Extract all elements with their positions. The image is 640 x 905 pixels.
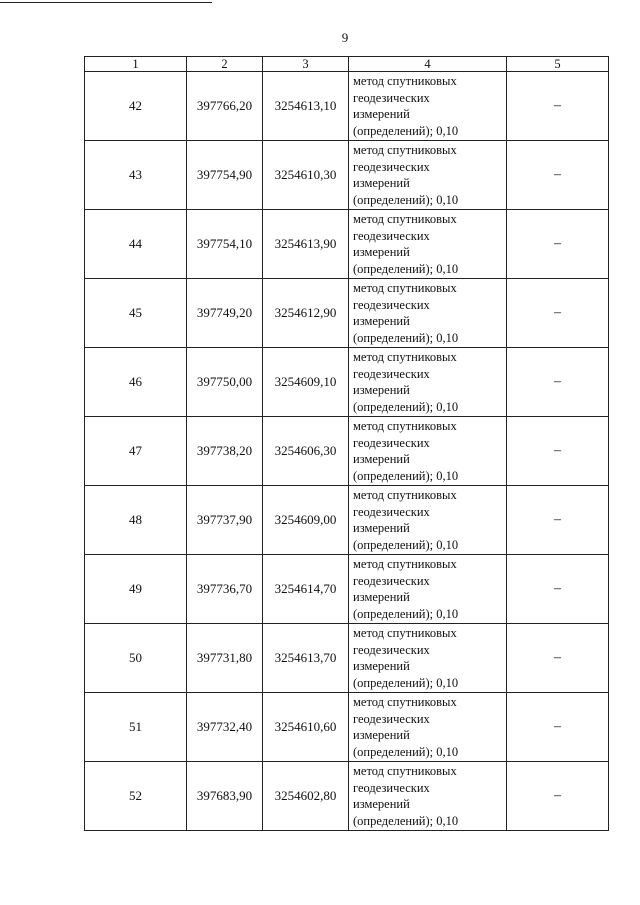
method-line: (определений); 0,10 bbox=[353, 123, 459, 138]
table-body bbox=[85, 72, 609, 831]
coordinate-x: 397754,10 bbox=[187, 210, 263, 279]
note-dash: – bbox=[507, 693, 609, 762]
header-col-2: 2 bbox=[187, 57, 263, 72]
header-col-4: 4 bbox=[349, 57, 507, 72]
coordinate-y: 3254609,00 bbox=[263, 486, 349, 555]
method-description bbox=[349, 72, 507, 141]
point-number: 52 bbox=[85, 762, 187, 831]
point-number: 43 bbox=[85, 141, 187, 210]
coordinate-y: 3254610,60 bbox=[263, 693, 349, 762]
method-line: (определений); 0,10 bbox=[353, 606, 459, 621]
method-line: геодезических bbox=[353, 573, 430, 588]
method-line: геодезических bbox=[353, 297, 430, 312]
note-dash: – bbox=[507, 279, 609, 348]
method-line: метод спутниковых bbox=[353, 350, 457, 364]
method-line: (определений); 0,10 bbox=[353, 468, 459, 483]
note-dash: – bbox=[507, 486, 609, 555]
coordinate-x: 397750,00 bbox=[187, 348, 263, 417]
method-description bbox=[349, 486, 507, 555]
coordinate-x: 397737,90 bbox=[187, 486, 263, 555]
point-number: 46 bbox=[85, 348, 187, 417]
method-line: геодезических bbox=[353, 366, 430, 381]
method-line: измерений bbox=[353, 521, 410, 535]
coordinate-y: 3254613,70 bbox=[263, 624, 349, 693]
table-row bbox=[85, 417, 609, 486]
method-line: измерений bbox=[353, 107, 410, 121]
page-number: 9 bbox=[341, 30, 349, 45]
method-line: метод спутниковых bbox=[353, 74, 457, 88]
coordinate-x: 397738,20 bbox=[187, 417, 263, 486]
point-number: 49 bbox=[85, 555, 187, 624]
coordinate-x: 397732,40 bbox=[187, 693, 263, 762]
coordinate-y: 3254610,30 bbox=[263, 141, 349, 210]
coordinate-x: 397736,70 bbox=[187, 555, 263, 624]
method-line: (определений); 0,10 bbox=[353, 192, 459, 207]
coordinate-x: 397749,20 bbox=[187, 279, 263, 348]
coordinate-y: 3254609,10 bbox=[263, 348, 349, 417]
point-number: 42 bbox=[85, 72, 187, 141]
point-number: 44 bbox=[85, 210, 187, 279]
method-line: геодезических bbox=[353, 159, 430, 174]
method-line: геодезических bbox=[353, 504, 430, 519]
method-description bbox=[349, 417, 507, 486]
table-row bbox=[85, 762, 609, 831]
point-number: 47 bbox=[85, 417, 187, 486]
method-line: измерений bbox=[353, 245, 410, 259]
method-description bbox=[349, 693, 507, 762]
method-line: (определений); 0,10 bbox=[353, 813, 459, 828]
method-line: геодезических bbox=[353, 780, 430, 795]
method-line: метод спутниковых bbox=[353, 626, 457, 640]
table-row bbox=[85, 141, 609, 210]
method-line: (определений); 0,10 bbox=[353, 330, 459, 345]
method-line: метод спутниковых bbox=[353, 764, 457, 778]
table-row bbox=[85, 348, 609, 417]
table-row bbox=[85, 72, 609, 141]
coordinate-x: 397683,90 bbox=[187, 762, 263, 831]
method-description bbox=[349, 210, 507, 279]
method-line: геодезических bbox=[353, 711, 430, 726]
coordinate-y: 3254614,70 bbox=[263, 555, 349, 624]
method-line: (определений); 0,10 bbox=[353, 675, 459, 690]
table-row bbox=[85, 279, 609, 348]
method-description bbox=[349, 624, 507, 693]
coordinates-table bbox=[84, 56, 609, 831]
coordinate-x: 397766,20 bbox=[187, 72, 263, 141]
header-col-1: 1 bbox=[85, 57, 187, 72]
method-line: измерений bbox=[353, 314, 410, 328]
table-row bbox=[85, 210, 609, 279]
point-number: 50 bbox=[85, 624, 187, 693]
method-line: измерений bbox=[353, 659, 410, 673]
method-line: (определений); 0,10 bbox=[353, 261, 459, 276]
method-line: геодезических bbox=[353, 228, 430, 243]
note-dash: – bbox=[507, 210, 609, 279]
note-dash: – bbox=[507, 141, 609, 210]
header-col-3: 3 bbox=[263, 57, 349, 72]
note-dash: – bbox=[507, 762, 609, 831]
coordinate-y: 3254602,80 bbox=[263, 762, 349, 831]
method-line: метод спутниковых bbox=[353, 695, 457, 709]
method-line: (определений); 0,10 bbox=[353, 744, 459, 759]
table-header bbox=[85, 57, 609, 72]
table-row bbox=[85, 693, 609, 762]
method-line: измерений bbox=[353, 383, 410, 397]
method-line: (определений); 0,10 bbox=[353, 537, 459, 552]
method-description bbox=[349, 348, 507, 417]
method-line: геодезических bbox=[353, 642, 430, 657]
table-row bbox=[85, 624, 609, 693]
note-dash: – bbox=[507, 72, 609, 141]
method-line: измерений bbox=[353, 176, 410, 190]
point-number: 48 bbox=[85, 486, 187, 555]
header-col-5: 5 bbox=[507, 57, 609, 72]
method-description bbox=[349, 141, 507, 210]
method-line: метод спутниковых bbox=[353, 143, 457, 157]
method-line: (определений); 0,10 bbox=[353, 399, 459, 414]
method-line: метод спутниковых bbox=[353, 419, 457, 433]
method-line: измерений bbox=[353, 590, 410, 604]
coordinate-x: 397754,90 bbox=[187, 141, 263, 210]
method-line: измерений bbox=[353, 452, 410, 466]
method-line: геодезических bbox=[353, 435, 430, 450]
method-line: метод спутниковых bbox=[353, 557, 457, 571]
top-rule bbox=[0, 2, 212, 3]
method-line: метод спутниковых bbox=[353, 281, 457, 295]
method-description bbox=[349, 555, 507, 624]
method-line: геодезических bbox=[353, 90, 430, 105]
coordinate-x: 397731,80 bbox=[187, 624, 263, 693]
method-line: измерений bbox=[353, 728, 410, 742]
method-line: измерений bbox=[353, 797, 410, 811]
note-dash: – bbox=[507, 348, 609, 417]
method-description bbox=[349, 279, 507, 348]
note-dash: – bbox=[507, 555, 609, 624]
table-row bbox=[85, 486, 609, 555]
point-number: 45 bbox=[85, 279, 187, 348]
method-description bbox=[349, 762, 507, 831]
point-number: 51 bbox=[85, 693, 187, 762]
coordinate-y: 3254613,10 bbox=[263, 72, 349, 141]
coordinate-y: 3254606,30 bbox=[263, 417, 349, 486]
note-dash: – bbox=[507, 624, 609, 693]
note-dash: – bbox=[507, 417, 609, 486]
coordinate-y: 3254612,90 bbox=[263, 279, 349, 348]
header-row bbox=[85, 57, 609, 72]
table-row bbox=[85, 555, 609, 624]
coordinate-y: 3254613,90 bbox=[263, 210, 349, 279]
method-line: метод спутниковых bbox=[353, 488, 457, 502]
method-line: метод спутниковых bbox=[353, 212, 457, 226]
